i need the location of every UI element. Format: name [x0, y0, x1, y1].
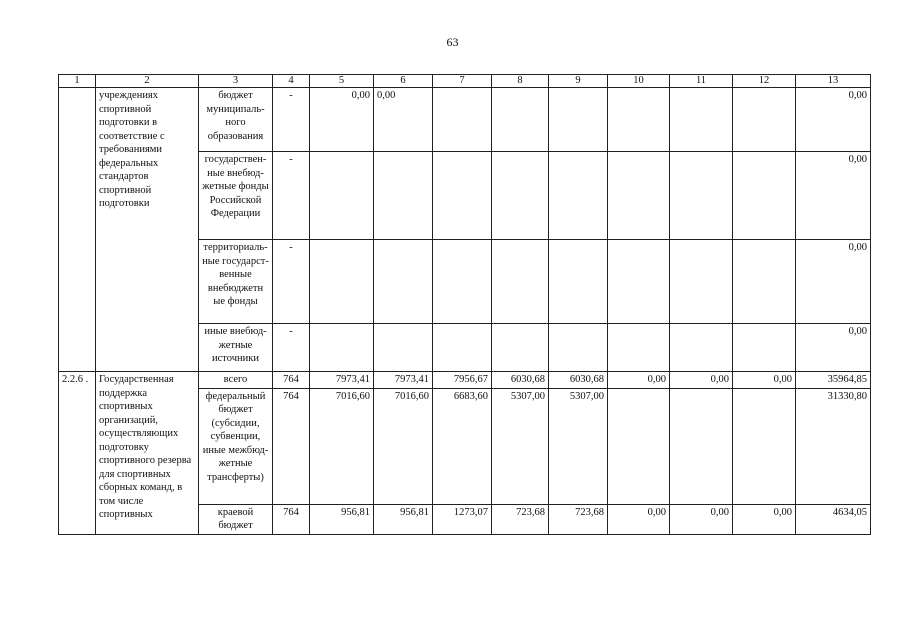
- total-cell: 0,00: [796, 240, 871, 324]
- value-cell: 7016,60: [374, 388, 433, 504]
- value-cell: [374, 324, 433, 372]
- item-number-cell: 2.2.6 .: [59, 372, 96, 535]
- code-cell: 764: [273, 372, 310, 389]
- value-cell: [549, 152, 608, 240]
- total-cell: 35964,85: [796, 372, 871, 389]
- funding-source: краевой бюджет: [199, 504, 273, 534]
- total-cell: 0,00: [796, 324, 871, 372]
- value-cell: [310, 240, 374, 324]
- value-cell: [670, 388, 733, 504]
- value-cell: 5307,00: [549, 388, 608, 504]
- value-cell: [608, 324, 670, 372]
- column-header: 4: [273, 75, 310, 88]
- page-number: 63: [446, 35, 459, 49]
- value-cell: 0,00: [608, 372, 670, 389]
- value-cell: 0,00: [670, 372, 733, 389]
- item-number-cell: [59, 88, 96, 372]
- value-cell: 7973,41: [374, 372, 433, 389]
- column-header: 13: [796, 75, 871, 88]
- code-cell: 764: [273, 504, 310, 534]
- value-cell: [549, 240, 608, 324]
- column-header: 10: [608, 75, 670, 88]
- column-header: 2: [96, 75, 199, 88]
- value-cell: [492, 88, 549, 152]
- value-cell: 0,00: [374, 88, 433, 152]
- total-cell: 0,00: [796, 152, 871, 240]
- value-cell: [549, 324, 608, 372]
- value-cell: [608, 88, 670, 152]
- value-cell: [492, 324, 549, 372]
- column-header: 8: [492, 75, 549, 88]
- value-cell: 7973,41: [310, 372, 374, 389]
- value-cell: [733, 324, 796, 372]
- column-header: 1: [59, 75, 96, 88]
- value-cell: [733, 240, 796, 324]
- value-cell: [492, 240, 549, 324]
- value-cell: 0,00: [608, 504, 670, 534]
- value-cell: [433, 88, 492, 152]
- table-row: [59, 88, 871, 152]
- value-cell: [492, 152, 549, 240]
- value-cell: [433, 152, 492, 240]
- value-cell: [310, 324, 374, 372]
- funding-source: территориаль-ные государст-венные внебюджетн ые фонды: [199, 240, 273, 324]
- funding-source: всего: [199, 372, 273, 389]
- value-cell: [670, 88, 733, 152]
- column-header: 7: [433, 75, 492, 88]
- item-name-cell: Государственная поддержка спортивных организаций, осуществляющих подготовку спортивного резерва для спортивных сборных команд, в том числе спортивных: [96, 372, 199, 535]
- value-cell: 956,81: [374, 504, 433, 534]
- item-name-cell: учреждениях спортивной подготовки в соответствие с требованиями федеральных стандартов спортивной подготовки: [96, 88, 199, 372]
- value-cell: 0,00: [670, 504, 733, 534]
- value-cell: 6030,68: [492, 372, 549, 389]
- column-header: 12: [733, 75, 796, 88]
- column-header: 9: [549, 75, 608, 88]
- value-cell: [433, 240, 492, 324]
- table-row: [59, 372, 871, 389]
- value-cell: 7016,60: [310, 388, 374, 504]
- funding-source: иные внебюд-жетные источники: [199, 324, 273, 372]
- value-cell: [374, 152, 433, 240]
- value-cell: [549, 88, 608, 152]
- value-cell: 956,81: [310, 504, 374, 534]
- value-cell: 0,00: [733, 504, 796, 534]
- value-cell: 6030,68: [549, 372, 608, 389]
- value-cell: [733, 88, 796, 152]
- value-cell: [608, 240, 670, 324]
- funding-source: бюджет муниципаль-ного образования: [199, 88, 273, 152]
- total-cell: 4634,05: [796, 504, 871, 534]
- code-cell: -: [273, 152, 310, 240]
- value-cell: 5307,00: [492, 388, 549, 504]
- value-cell: 6683,60: [433, 388, 492, 504]
- value-cell: [670, 324, 733, 372]
- total-cell: 0,00: [796, 88, 871, 152]
- column-header: 6: [374, 75, 433, 88]
- value-cell: 7956,67: [433, 372, 492, 389]
- column-number-row: [59, 75, 871, 88]
- value-cell: 1273,07: [433, 504, 492, 534]
- value-cell: [733, 152, 796, 240]
- value-cell: [433, 324, 492, 372]
- value-cell: [608, 388, 670, 504]
- code-cell: 764: [273, 388, 310, 504]
- code-cell: -: [273, 88, 310, 152]
- column-header: 11: [670, 75, 733, 88]
- code-cell: -: [273, 324, 310, 372]
- value-cell: [670, 152, 733, 240]
- value-cell: 723,68: [549, 504, 608, 534]
- code-cell: -: [273, 240, 310, 324]
- value-cell: [608, 152, 670, 240]
- total-cell: 31330,80: [796, 388, 871, 504]
- funding-source: государствен-ные внебюд-жетные фонды Российской Федерации: [199, 152, 273, 240]
- value-cell: [733, 388, 796, 504]
- budget-table: [58, 74, 871, 535]
- value-cell: 0,00: [733, 372, 796, 389]
- funding-source: федеральный бюджет (субсидии, субвенции, иные межбюд-жетные трансферты): [199, 388, 273, 504]
- value-cell: [374, 240, 433, 324]
- value-cell: [670, 240, 733, 324]
- value-cell: [310, 152, 374, 240]
- column-header: 5: [310, 75, 374, 88]
- column-header: 3: [199, 75, 273, 88]
- value-cell: 723,68: [492, 504, 549, 534]
- value-cell: 0,00: [310, 88, 374, 152]
